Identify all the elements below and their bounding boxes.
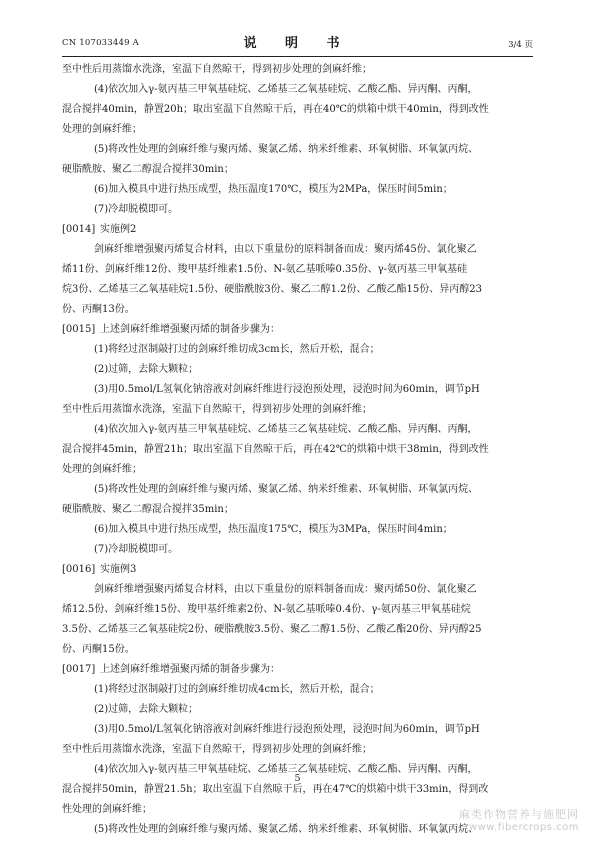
line-text: (1)将经过沤制敲打过的剑麻纤维切成4cm长，然后开松，混合； — [94, 684, 380, 695]
line-text: (5)将改性处理的剑麻纤维与聚丙烯、聚氯乙烯、纳米纤维素、环氧树脂、环氧氯丙烷、 — [94, 824, 479, 835]
body-line — [62, 340, 538, 360]
body-line — [62, 420, 538, 440]
body-line — [62, 700, 538, 720]
body-line — [62, 60, 538, 80]
paragraph-number: [0017] — [62, 664, 96, 675]
body-line — [62, 600, 538, 620]
body-line — [62, 720, 538, 740]
page-header — [62, 30, 533, 52]
line-text: 至中性后用蒸馏水洗涤，室温下自然晾干，得到初步处理的剑麻纤维； — [62, 744, 372, 755]
body-line — [62, 160, 538, 180]
line-text: 3.5份、乙烯基三乙氧基硅烷2份、硬脂酰胺3.5份、聚乙二醇1.5份、乙酸乙酯20份、异丙醇25 — [62, 624, 482, 635]
line-text: 上述剑麻纤维增强聚丙烯的制备步骤为： — [100, 664, 280, 675]
line-text: (7)冷却脱模即可。 — [94, 204, 179, 215]
body-line — [62, 300, 538, 320]
watermark-title: 麻类作物营养与施肥网 — [459, 808, 579, 821]
body-line — [62, 140, 538, 160]
line-text: 剑麻纤维增强聚丙烯复合材料，由以下重量份的原料制备而成：聚丙烯45份、氯化聚乙 — [94, 244, 477, 255]
page-number: 5 — [294, 773, 301, 784]
line-text: (2)过筛，去除大颗粒； — [94, 364, 199, 375]
body-line — [62, 480, 538, 500]
line-text: (4)依次加入γ-氨丙基三甲氧基硅烷、乙烯基三乙氧基硅烷、乙酸乙酯、异丙酮、丙酮， — [94, 764, 478, 775]
line-text: 混合搅拌50min，静置21.5h；取出室温下自然晾干后，再在47℃的烘箱中烘干33min，得到改 — [62, 784, 489, 795]
body-line — [62, 380, 538, 400]
line-text: (6)加入模具中进行热压成型，热压温度175℃，模压为3MPa，保压时间4min； — [94, 524, 453, 535]
document-title: 说 明 书 — [243, 36, 352, 51]
line-text: 份、丙酮15份。 — [62, 644, 135, 655]
line-text: (5)将改性处理的剑麻纤维与聚丙烯、聚氯乙烯、纳米纤维素、环氧树脂、环氧氯丙烷、 — [94, 484, 479, 495]
line-text: 混合搅拌40min，静置20h；取出室温下自然晾干后，再在40℃的烘箱中烘干40min，得到改性 — [62, 104, 489, 115]
line-text: (5)将改性处理的剑麻纤维与聚丙烯、聚氯乙烯、纳米纤维素、环氧树脂、环氧氯丙烷、 — [94, 144, 479, 155]
body-line — [62, 620, 538, 640]
line-text: 烯11份、剑麻纤维12份、羧甲基纤维素1.5份、N-氨乙基哌嗪0.35份、γ-氨丙基三甲氧基硅 — [62, 264, 468, 275]
line-text: 份、丙酮13份。 — [62, 304, 135, 315]
body-line — [62, 460, 538, 480]
line-text: 硬脂酰胺、聚乙二醇混合搅拌35min； — [62, 504, 234, 515]
line-text: (7)冷却脱模即可。 — [94, 544, 179, 555]
line-text: (1)将经过沤制敲打过的剑麻纤维切成3cm长，然后开松，混合； — [94, 344, 380, 355]
line-text: (3)用0.5mol/L氢氧化钠溶液对剑麻纤维进行浸泡预处理，浸泡时间为60min，调节pH — [94, 384, 480, 395]
paragraph-number: [0016] — [62, 564, 96, 575]
body-line — [62, 120, 538, 140]
body-line — [62, 180, 538, 200]
line-text: 至中性后用蒸馏水洗涤，室温下自然晾干，得到初步处理的剑麻纤维； — [62, 64, 372, 75]
body-line — [62, 820, 538, 840]
line-text: 实施例3 — [100, 564, 137, 575]
body-line — [62, 540, 538, 560]
body-line — [62, 740, 538, 760]
body-line — [62, 440, 538, 460]
watermark-url: www.fibercrops.com — [468, 822, 579, 833]
line-text: (4)依次加入γ-氨丙基三甲氧基硅烷、乙烯基三乙氧基硅烷、乙酸乙酯、异丙酮、丙酮， — [94, 84, 478, 95]
body-line — [62, 200, 538, 220]
paragraph-number: [0015] — [62, 324, 96, 335]
body-line — [62, 260, 538, 280]
line-text: (3)用0.5mol/L氢氧化钠溶液对剑麻纤维进行浸泡预处理，浸泡时间为60min，调节pH — [94, 724, 480, 735]
paragraph-heading-line — [62, 220, 538, 240]
header-rule — [62, 56, 533, 57]
paragraph-heading-line — [62, 660, 538, 680]
body-line — [62, 360, 538, 380]
line-text: 烯12.5份、剑麻纤维15份、羧甲基纤维素2份、N-氨乙基哌嗪0.4份、γ-氨丙基三甲氧基硅烷 — [62, 604, 471, 615]
line-text: 剑麻纤维增强聚丙烯复合材料，由以下重量份的原料制备而成：聚丙烯50份、氯化聚乙 — [94, 584, 477, 595]
body-line — [62, 280, 538, 300]
body-line — [62, 520, 538, 540]
line-text: 上述剑麻纤维增强聚丙烯的制备步骤为： — [100, 324, 280, 335]
page-label: 3/4 页 — [508, 40, 533, 50]
line-text: 烷3份、乙烯基三乙氧基硅烷1.5份、硬脂酰胺3份、聚乙二醇1.2份、乙酸乙酯15份、异丙醇23 — [62, 284, 482, 295]
paragraph-heading-line — [62, 320, 538, 340]
line-text: (2)过筛，去除大颗粒； — [94, 704, 199, 715]
line-text: (6)加入模具中进行热压成型，热压温度170℃，模压为2MPa，保压时间5min； — [94, 184, 453, 195]
paragraph-heading-line — [62, 560, 538, 580]
line-text: 实施例2 — [100, 224, 137, 235]
patent-number: CN 107033449 A — [62, 38, 139, 48]
line-text: 硬脂酰胺、聚乙二醇混合搅拌30min； — [62, 164, 234, 175]
body-line — [62, 240, 538, 260]
line-text: (4)依次加入γ-氨丙基三甲氧基硅烷、乙烯基三乙氧基硅烷、乙酸乙酯、异丙酮、丙酮， — [94, 424, 478, 435]
line-text: 混合搅拌45min，静置21h；取出室温下自然晾干后，再在42℃的烘箱中烘干38min，得到改性 — [62, 444, 489, 455]
line-text: 处理的剑麻纤维； — [62, 464, 142, 475]
line-text: 性处理的剑麻纤维； — [62, 804, 152, 815]
body-line — [62, 640, 538, 660]
body-line — [62, 500, 538, 520]
body-line — [62, 100, 538, 120]
line-text: 至中性后用蒸馏水洗涤，室温下自然晾干，得到初步处理的剑麻纤维； — [62, 404, 372, 415]
line-text: 处理的剑麻纤维； — [62, 124, 142, 135]
body-line — [62, 680, 538, 700]
body-line — [62, 400, 538, 420]
body-line — [62, 580, 538, 600]
paragraph-number: [0014] — [62, 224, 96, 235]
body-line — [62, 80, 538, 100]
document-body — [62, 60, 538, 840]
